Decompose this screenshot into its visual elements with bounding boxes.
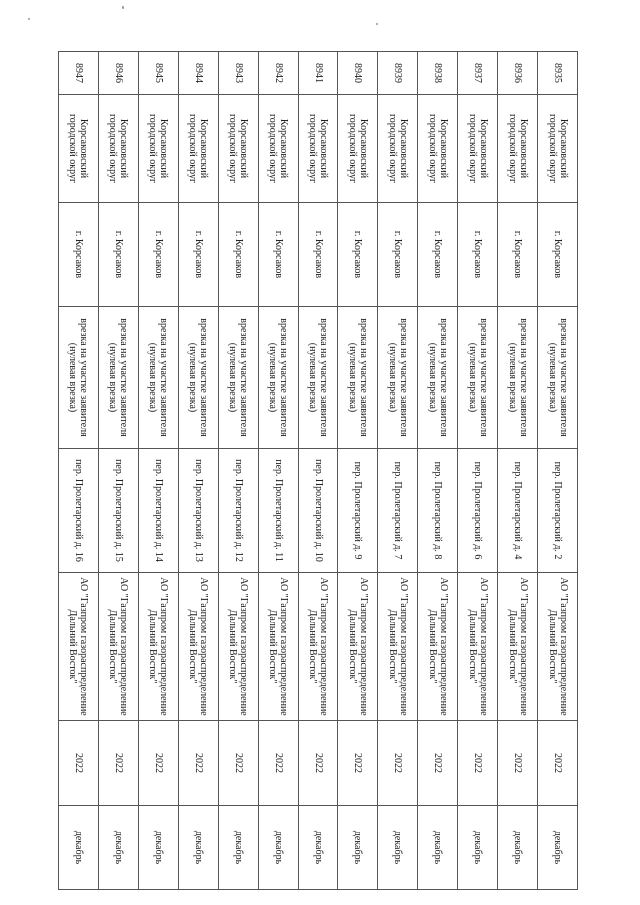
organization-cell: АО "Газпром газораспределение Дальний Восток" xyxy=(538,573,578,721)
month-cell: декабрь xyxy=(458,806,498,890)
work-type-cell: врезка на участке заявителя (нулевая врезка) xyxy=(138,307,178,449)
month-cell: декабрь xyxy=(418,806,458,890)
year-cell: 2022 xyxy=(298,721,338,806)
table-row xyxy=(178,52,218,890)
town-cell: г. Корсаков xyxy=(258,203,298,307)
work-type-cell: врезка на участке заявителя (нулевая врезка) xyxy=(178,307,218,449)
year-cell: 2022 xyxy=(98,721,138,806)
table-row xyxy=(138,52,178,890)
row-number: 8945 xyxy=(138,52,178,95)
table-body xyxy=(59,52,578,890)
town-cell: г. Корсаков xyxy=(538,203,578,307)
month-cell: декабрь xyxy=(218,806,258,890)
address-cell: пер. Пролетарский д. 15 xyxy=(98,449,138,573)
address-cell: пер. Пролетарский д. 10 xyxy=(298,449,338,573)
district-cell: Корсаковский городской округ xyxy=(258,95,298,203)
district-cell: Корсаковский городской округ xyxy=(418,95,458,203)
table-row xyxy=(458,52,498,890)
work-type-cell: врезка на участке заявителя (нулевая врезка) xyxy=(218,307,258,449)
year-cell: 2022 xyxy=(218,721,258,806)
row-number: 8941 xyxy=(298,52,338,95)
work-type-cell: врезка на участке заявителя (нулевая врезка) xyxy=(98,307,138,449)
organization-cell: АО "Газпром газораспределение Дальний Восток" xyxy=(178,573,218,721)
year-cell: 2022 xyxy=(178,721,218,806)
town-cell: г. Корсаков xyxy=(178,203,218,307)
address-cell: пер. Пролетарский д. 14 xyxy=(138,449,178,573)
organization-cell: АО "Газпром газораспределение Дальний Восток" xyxy=(498,573,538,721)
organization-cell: АО "Газпром газораспределение Дальний Восток" xyxy=(218,573,258,721)
row-number: 8937 xyxy=(458,52,498,95)
row-number: 8938 xyxy=(418,52,458,95)
work-type-cell: врезка на участке заявителя (нулевая врезка) xyxy=(258,307,298,449)
gasification-schedule-table xyxy=(58,51,578,890)
month-cell: декабрь xyxy=(498,806,538,890)
organization-cell: АО "Газпром газораспределение Дальний Восток" xyxy=(458,573,498,721)
town-cell: г. Корсаков xyxy=(218,203,258,307)
town-cell: г. Корсаков xyxy=(498,203,538,307)
district-cell: Корсаковский городской округ xyxy=(458,95,498,203)
month-cell: декабрь xyxy=(138,806,178,890)
table-row xyxy=(338,52,378,890)
row-number: 8943 xyxy=(218,52,258,95)
district-cell: Корсаковский городской округ xyxy=(498,95,538,203)
year-cell: 2022 xyxy=(498,721,538,806)
month-cell: декабрь xyxy=(178,806,218,890)
month-cell: декабрь xyxy=(378,806,418,890)
address-cell: пер. Пролетарский д. 4 xyxy=(498,449,538,573)
work-type-cell: врезка на участке заявителя (нулевая врезка) xyxy=(338,307,378,449)
district-cell: Корсаковский городской округ xyxy=(338,95,378,203)
work-type-cell: врезка на участке заявителя (нулевая врезка) xyxy=(378,307,418,449)
address-cell: пер. Пролетарский д. 11 xyxy=(258,449,298,573)
year-cell: 2022 xyxy=(378,721,418,806)
table-row xyxy=(98,52,138,890)
district-cell: Корсаковский городской округ xyxy=(378,95,418,203)
address-cell: пер. Пролетарский д. 9 xyxy=(338,449,378,573)
table-row xyxy=(218,52,258,890)
town-cell: г. Корсаков xyxy=(458,203,498,307)
district-cell: Корсаковский городской округ xyxy=(178,95,218,203)
month-cell: декабрь xyxy=(338,806,378,890)
district-cell: Корсаковский городской округ xyxy=(218,95,258,203)
table-row xyxy=(298,52,338,890)
address-cell: пер. Пролетарский д. 12 xyxy=(218,449,258,573)
scan-speck xyxy=(28,18,30,20)
row-number: 8940 xyxy=(338,52,378,95)
organization-cell: АО "Газпром газораспределение Дальний Восток" xyxy=(98,573,138,721)
district-cell: Корсаковский городской округ xyxy=(98,95,138,203)
district-cell: Корсаковский городской округ xyxy=(298,95,338,203)
month-cell: декабрь xyxy=(98,806,138,890)
organization-cell: АО "Газпром газораспределение Дальний Восток" xyxy=(258,573,298,721)
row-number: 8942 xyxy=(258,52,298,95)
year-cell: 2022 xyxy=(138,721,178,806)
organization-cell: АО "Газпром газораспределение Дальний Восток" xyxy=(338,573,378,721)
table-row xyxy=(258,52,298,890)
organization-cell: АО "Газпром газораспределение Дальний Восток" xyxy=(378,573,418,721)
address-cell: пер. Пролетарский д. 16 xyxy=(59,449,99,573)
year-cell: 2022 xyxy=(458,721,498,806)
district-cell: Корсаковский городской округ xyxy=(59,95,99,203)
table-row xyxy=(418,52,458,890)
table-row xyxy=(59,52,99,890)
town-cell: г. Корсаков xyxy=(378,203,418,307)
work-type-cell: врезка на участке заявителя (нулевая врезка) xyxy=(498,307,538,449)
work-type-cell: врезка на участке заявителя (нулевая врезка) xyxy=(538,307,578,449)
year-cell: 2022 xyxy=(418,721,458,806)
row-number: 8947 xyxy=(59,52,99,95)
rotated-table-container xyxy=(58,51,578,889)
year-cell: 2022 xyxy=(338,721,378,806)
organization-cell: АО "Газпром газораспределение Дальний Восток" xyxy=(59,573,99,721)
address-cell: пер. Пролетарский д. 8 xyxy=(418,449,458,573)
work-type-cell: врезка на участке заявителя (нулевая врезка) xyxy=(298,307,338,449)
table-row xyxy=(378,52,418,890)
work-type-cell: врезка на участке заявителя (нулевая врезка) xyxy=(458,307,498,449)
town-cell: г. Корсаков xyxy=(138,203,178,307)
year-cell: 2022 xyxy=(258,721,298,806)
town-cell: г. Корсаков xyxy=(298,203,338,307)
month-cell: декабрь xyxy=(59,806,99,890)
district-cell: Корсаковский городской округ xyxy=(138,95,178,203)
scan-speck xyxy=(376,23,378,25)
district-cell: Корсаковский городской округ xyxy=(538,95,578,203)
month-cell: декабрь xyxy=(298,806,338,890)
table-row xyxy=(538,52,578,890)
organization-cell: АО "Газпром газораспределение Дальний Восток" xyxy=(418,573,458,721)
row-number: 8944 xyxy=(178,52,218,95)
town-cell: г. Корсаков xyxy=(418,203,458,307)
town-cell: г. Корсаков xyxy=(98,203,138,307)
row-number: 8935 xyxy=(538,52,578,95)
address-cell: пер. Пролетарский д. 13 xyxy=(178,449,218,573)
month-cell: декабрь xyxy=(258,806,298,890)
town-cell: г. Корсаков xyxy=(59,203,99,307)
address-cell: пер. Пролетарский д. 7 xyxy=(378,449,418,573)
row-number: 8946 xyxy=(98,52,138,95)
organization-cell: АО "Газпром газораспределение Дальний Восток" xyxy=(298,573,338,721)
work-type-cell: врезка на участке заявителя (нулевая врезка) xyxy=(418,307,458,449)
year-cell: 2022 xyxy=(538,721,578,806)
month-cell: декабрь xyxy=(538,806,578,890)
row-number: 8936 xyxy=(498,52,538,95)
address-cell: пер. Пролетарский д. 6 xyxy=(458,449,498,573)
town-cell: г. Корсаков xyxy=(338,203,378,307)
table-row xyxy=(498,52,538,890)
address-cell: пер. Пролетарский д. 2 xyxy=(538,449,578,573)
organization-cell: АО "Газпром газораспределение Дальний Восток" xyxy=(138,573,178,721)
year-cell: 2022 xyxy=(59,721,99,806)
scan-speck xyxy=(122,6,124,9)
work-type-cell: врезка на участке заявителя (нулевая врезка) xyxy=(59,307,99,449)
row-number: 8939 xyxy=(378,52,418,95)
